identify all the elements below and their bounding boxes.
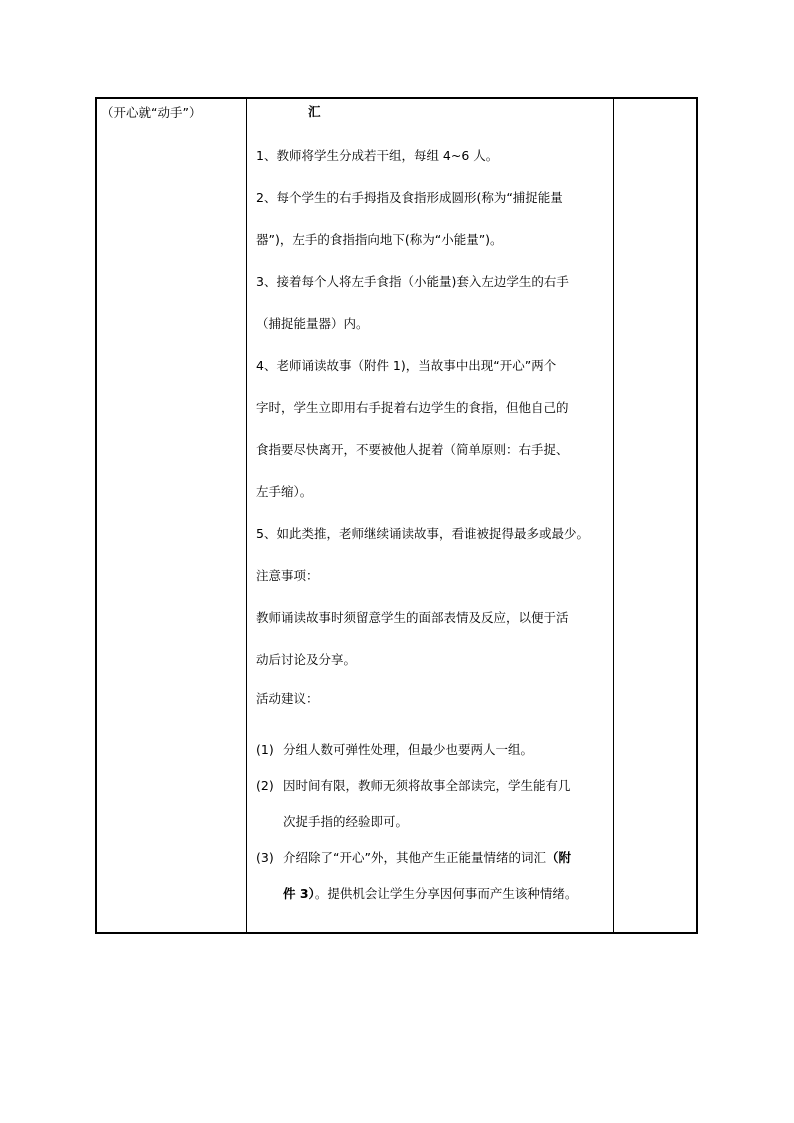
step-line: （捕捉能量器）内。 xyxy=(256,316,369,331)
step-line: 2、每个学生的右手拇指及食指形成圆形(称为“捕捉能量 xyxy=(256,190,563,205)
step-line: 3、接着每个人将左手食指（小能量)套入左边学生的右手 xyxy=(256,274,569,289)
notes-line: 教师诵读故事时须留意学生的面部表情及反应，以便于活 xyxy=(256,610,569,625)
appendix-ref: 件 3） xyxy=(283,886,315,901)
step-line: 5、如此类推，老师继续诵读故事，看谁被捉得最多或最少。 xyxy=(256,526,589,541)
suggestion-number: (2) xyxy=(256,778,274,793)
suggestion-text-part: 。提供机会让学生分享因何事而产生该种情绪。 xyxy=(314,886,578,901)
column-divider-1 xyxy=(246,99,247,932)
lesson-table xyxy=(95,97,698,934)
column-divider-2 xyxy=(613,99,614,932)
notes-line: 动后讨论及分享。 xyxy=(256,652,357,667)
step-line: 左手缩）。 xyxy=(256,484,313,499)
appendix-ref: （附 xyxy=(545,850,571,865)
suggestion-text: 次捉手指的经验即可。 xyxy=(283,814,409,829)
notes-title: 注意事项： xyxy=(256,568,319,583)
step-line: 1、教师将学生分成若干组，每组 4~6 人。 xyxy=(256,148,499,163)
suggestion-text xyxy=(283,884,577,904)
suggestion-text: 分组人数可弹性处理，但最少也要两人一组。 xyxy=(283,742,534,757)
step-line: 食指要尽快离开，不要被他人捉着（简单原则：右手捉、 xyxy=(256,442,569,457)
suggestions-title: 活动建议： xyxy=(256,691,319,706)
suggestion-text xyxy=(283,848,571,868)
step-line: 器”)，左手的食指指向地下(称为“小能量”)。 xyxy=(256,232,503,247)
suggestion-text: 因时间有限，教师无须将故事全部读完，学生能有几 xyxy=(283,778,571,793)
suggestion-number: (1) xyxy=(256,742,274,757)
activity-name-cell: （开心就“动手”） xyxy=(101,105,202,120)
procedure-heading: 汇 xyxy=(308,104,321,119)
step-line: 4、老师诵读故事（附件 1)，当故事中出现“开心”两个 xyxy=(256,358,557,373)
step-line: 字时，学生立即用右手捉着右边学生的食指，但他自己的 xyxy=(256,400,569,415)
suggestion-text-part: 介绍除了“开心”外，其他产生正能量情绪的词汇 xyxy=(283,850,546,865)
suggestion-number: (3) xyxy=(256,850,274,865)
